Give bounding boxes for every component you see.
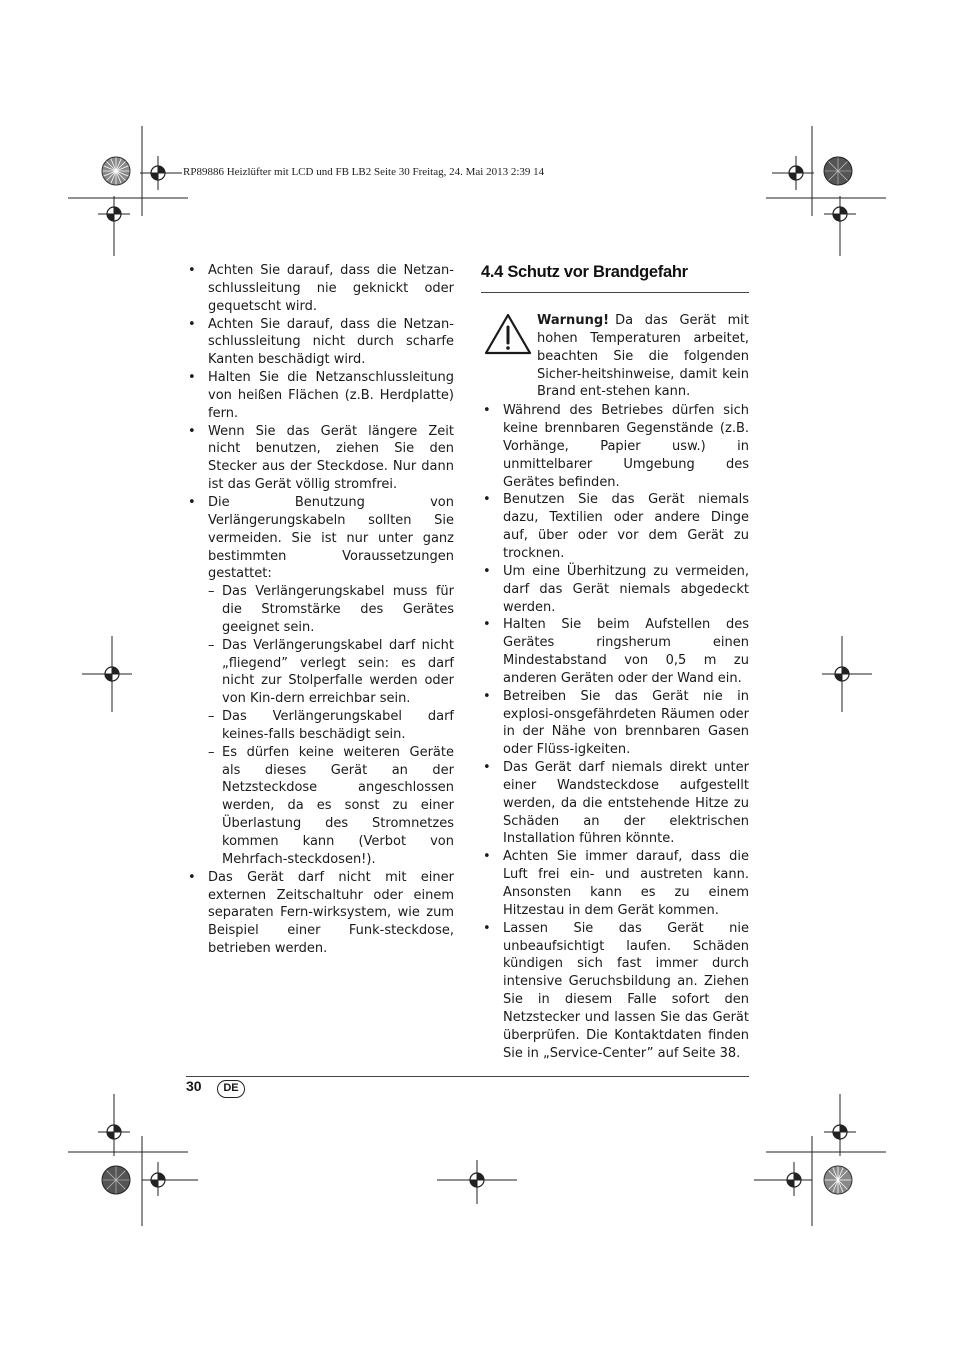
list-item-text: Achten Sie darauf, dass die Netzan-schlussleitung nie geknickt oder gequetscht wird. — [208, 263, 454, 314]
sub-list-item — [208, 744, 454, 869]
bullet-icon: • — [483, 403, 491, 419]
list-item-text: Benutzen Sie das Gerät niemals dazu, Textilien oder andere Dinge auf, über oder vor dem Gerät zu trocknen. — [503, 492, 749, 561]
bullet-icon: • — [188, 494, 196, 510]
bullet-icon: • — [483, 849, 491, 865]
bullet-icon: • — [483, 688, 491, 704]
page-number: 30 — [186, 1078, 202, 1094]
dash-icon: – — [208, 709, 215, 725]
list-item — [186, 262, 454, 316]
list-item-text: Betreiben Sie das Gerät nie in explosi-onsgefährdeten Räumen oder in der Nähe von brennbaren Gasen oder Flüss-igkeiten. — [503, 688, 749, 758]
right-bullet-list — [481, 402, 749, 1062]
sub-list-item — [208, 708, 454, 744]
bullet-icon: • — [483, 617, 491, 633]
registration-crosshair-icon — [140, 1136, 200, 1226]
dash-icon: – — [208, 584, 215, 600]
bullet-icon: • — [483, 920, 491, 936]
dash-icon: – — [208, 637, 215, 653]
warning-block — [481, 312, 749, 401]
bullet-icon: • — [188, 263, 196, 278]
list-item-text: Das Gerät darf niemals direkt unter einer Wandsteckdose aufgestellt werden, da die entstehende Hitze zu Schäden an der elektrischen Installation führen könnte. — [503, 760, 749, 847]
dash-icon: – — [208, 744, 215, 760]
registration-crosshair-icon — [82, 636, 152, 712]
list-item-text: Die Benutzung von Verlängerungskabeln sollten Sie vermeiden. Sie ist nur unter ganz bestimmten Voraussetzungen gestattet: — [208, 494, 454, 582]
print-header: RP89886 Heizlüfter mit LCD und FB LB2 Seite 30 Freitag, 24. Mai 2013 2:39 14 — [183, 166, 545, 178]
left-bullet-list — [186, 262, 454, 958]
list-item-text: Achten Sie darauf, dass die Netzan-schlussleitung nicht durch scharfe Kanten beschädigt wird. — [208, 316, 454, 368]
sub-list — [208, 583, 454, 869]
registration-crosshair-icon — [754, 1136, 814, 1226]
bullet-icon: • — [483, 563, 491, 579]
registration-crosshair-icon — [437, 1160, 517, 1204]
list-item — [481, 491, 749, 562]
warning-text: Da das Gerät mit hohen Temperaturen arbeitet, beachten Sie die folgenden Sicher-heitshinweise, damit kein Brand ent-stehen kann. — [537, 313, 749, 400]
sub-list-item — [208, 637, 454, 708]
registration-crosshair-icon — [68, 196, 188, 256]
bullet-icon: • — [188, 869, 196, 885]
warning-label: Warnung! — [537, 313, 610, 328]
bullet-icon: • — [483, 492, 491, 508]
footer-divider — [186, 1076, 749, 1077]
section-title: 4.4 Schutz vor Brandgefahr — [481, 262, 749, 293]
list-item — [186, 423, 454, 494]
left-column — [186, 262, 454, 958]
right-column — [481, 262, 749, 1062]
sub-list-item-text: Das Verlängerungskabel darf keines-falls beschädigt sein. — [222, 709, 454, 742]
list-item-text: Das Gerät darf nicht mit einer externen Zeitschaltuhr oder einem separaten Fern-wirksystem, wie zum Beispiel einer Funk-steckdose, betrieben werden. — [208, 869, 454, 957]
registration-crosshair-icon — [766, 196, 886, 256]
sub-list-item-text: Das Verlängerungskabel muss für die Stromstärke des Gerätes geeignet sein. — [222, 584, 454, 635]
list-item-text: Während des Betriebes dürfen sich keine brennbaren Gegenstände (z.B. Vorhänge, Papier usw.) in unmittelbarer Umgebung des Gerätes befinden. — [503, 403, 749, 490]
sub-list-item-text: Es dürfen keine weiteren Geräte als dieses Gerät an der Netzsteckdose angeschlossen werden, da es sonst zu einer Überlastung des Stromnetzes kommen kann (Verbot von Mehrfach-steckdosen!). — [222, 744, 454, 867]
list-item — [186, 316, 454, 370]
list-item — [481, 402, 749, 491]
list-item-text: Halten Sie die Netzanschlussleitung von heißen Flächen (z.B. Herdplatte) fern. — [208, 370, 454, 421]
color-wheel-icon — [822, 1164, 854, 1196]
color-wheel-icon — [100, 155, 132, 187]
list-item — [481, 688, 749, 759]
list-item — [481, 616, 749, 687]
list-item — [186, 369, 454, 423]
sub-list-item — [208, 583, 454, 637]
registration-crosshair-icon — [802, 636, 872, 712]
bullet-icon: • — [483, 760, 491, 776]
list-item-text: Halten Sie beim Aufstellen des Gerätes ringsherum einen Mindestabstand von 0,5 m zu anderen Geräten oder der Wand ein. — [503, 617, 749, 686]
list-item-text: Um eine Überhitzung zu vermeiden, darf das Gerät niemals abgedeckt werden. — [503, 563, 749, 615]
list-item-text: Wenn Sie das Gerät längere Zeit nicht benutzen, ziehen Sie den Stecker aus der Steckdose. Nur dann ist das Gerät völlig stromfrei. — [208, 423, 454, 493]
bullet-icon: • — [188, 316, 196, 332]
sub-list-item-text: Das Verlängerungskabel darf nicht „fliegend” verlegt sein: es darf nicht zur Stolperfalle werden oder von Kin-dern erreichbar sein. — [222, 637, 454, 707]
color-wheel-icon — [822, 155, 854, 187]
bullet-icon: • — [188, 370, 196, 386]
list-item — [186, 494, 454, 869]
list-item — [481, 848, 749, 919]
list-item — [481, 920, 749, 1063]
list-item-text: Achten Sie immer darauf, dass die Luft frei ein- und austreten kann. Ansonsten kann es zu einem Hitzestau in dem Gerät kommen. — [503, 849, 749, 918]
list-item-text: Lassen Sie das Gerät nie unbeaufsichtigt laufen. Schäden kündigen sich fast immer durch intensive Geruchsbildung an. Ziehen Sie in diesem Falle sofort den Netzstecker und lassen Sie das Gerät überprüfen. Die Kontaktdaten finden Sie in „Service-Center” auf Seite 38. — [503, 920, 749, 1061]
bullet-icon: • — [188, 423, 196, 439]
list-item — [186, 869, 454, 958]
language-badge: DE — [217, 1080, 245, 1098]
list-item — [481, 759, 749, 848]
color-wheel-icon — [100, 1164, 132, 1196]
warning-triangle-icon — [483, 312, 533, 356]
list-item — [481, 563, 749, 617]
